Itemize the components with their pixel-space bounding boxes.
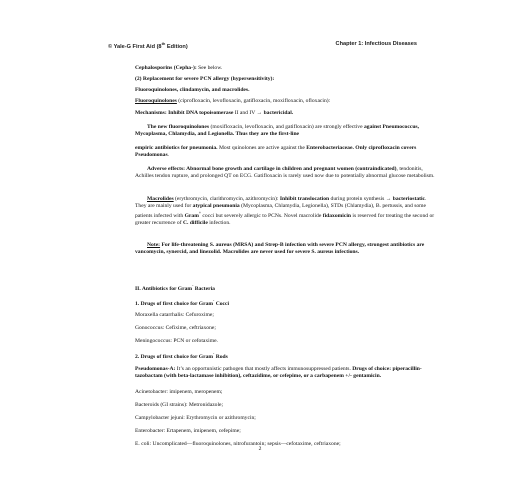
list-item: Meningococcus: PCN or cefotaxime.	[135, 338, 218, 344]
paragraph: Adverse effects: Abnormal bone growth and cartilage in children and pregnant women (contraindicated), tendonitis, Achilles tendon rupture, and prolonged QT on ECG. Gatifloxacin is rarely used now due to potentially abnormal glucose metabolism.	[135, 166, 435, 180]
list-item: Bacteroids (GI strains): Metronidazole;	[135, 402, 224, 408]
page-number: 2	[258, 446, 262, 452]
text-line: Fluoroquinolones, clindamycin, and macrolides.	[135, 87, 250, 93]
paragraph: empiric antibiotics for pneumonia. Most quinolones are active against the Enterobacteriaceae. Only ciprofloxacin covers Pseudomonas.	[135, 145, 417, 159]
subsection-heading: 1. Drugs of first choice for Gram- Cocci	[135, 299, 230, 307]
subsection-heading: 2. Drugs of first choice for Gram- Rods	[135, 352, 228, 360]
list-item: Gonococcus: Cefixime, ceftriaxone;	[135, 325, 216, 331]
list-item: Moraxella catarrhalis: Cefuroxime;	[135, 312, 214, 318]
header-right: Chapter 1: Infectious Diseases	[335, 41, 417, 47]
text-line: Fluoroquinolones (ciprofloxacin, levofloxacin, gatifloxacin, moxifloxacin, ofloxacin):	[135, 98, 331, 104]
page-header	[108, 41, 417, 50]
list-item: Campylobacter jejuni: Erythromycin or azithromycin;	[135, 415, 256, 421]
text-line: Cephalosporins (Cepha-): See below.	[135, 65, 223, 71]
list-item: Enterobacter: Ertapenem, imipenem, cefepime;	[135, 428, 241, 434]
list-item: Acinetobacter: imipenem, meropenem;	[135, 389, 223, 395]
paragraph: The new fluoroquinolones (moxifloxacin, levofloxacin, and gatifloxacin) are strongly effective against Pneumococcus, Mycoplasma, Chlamydia, and Legionella. Thus they are the first-line	[135, 124, 420, 138]
header-left: © Yale-G First Aid (8th Edition)	[108, 41, 188, 50]
text-line: (2) Replacement for severe PCN allergy (hypersensitivity):	[135, 76, 275, 82]
paragraph: Macrolides (erythromycin, clarithromycin, azithromycin): Inhibit translocation during protein synthesis → bacteriostatic. They are mainly used for atypical pneumonia (Mycoplasma, Chlamydia, Legionella), STDs (Chlamydia), B. pertussis, and some patients infected with Gram+ cocci but severely allergic to PCNs. Novel macrolide fidaxomicin is reserved for treating the second or greater recurrence of C. difficile infection.	[135, 196, 435, 226]
section-heading: II. Antibiotics for Gram- Bacteria	[135, 284, 215, 292]
note-paragraph: Note: For life-threatening S. aureus (MRSA) and Strep-B infection with severe PCN allergy, strongest antibiotics are vancomycin, synercid, and linezolid. Macrolides are never used for severe S. aureus infections.	[135, 242, 425, 256]
text-line: Mechanisms: Inhibit DNA topoisomerase II and IV → bactericidal.	[135, 110, 294, 116]
list-item: E. coli: Uncomplicated—fluoroquinolones, nitrofurantoin; sepsis—cefotaxime, ceftriaxone;	[135, 441, 341, 447]
paragraph: Pseudomonas-A: It’s an opportunistic pathogen that mostly affects immunosuppressed patients. Drugs of choice: piperacillin-tazobactam (with beta-lactamase inhibition), ceftazidime, or cefepime, or a carbapenem +/- gentamicin.	[135, 366, 422, 380]
